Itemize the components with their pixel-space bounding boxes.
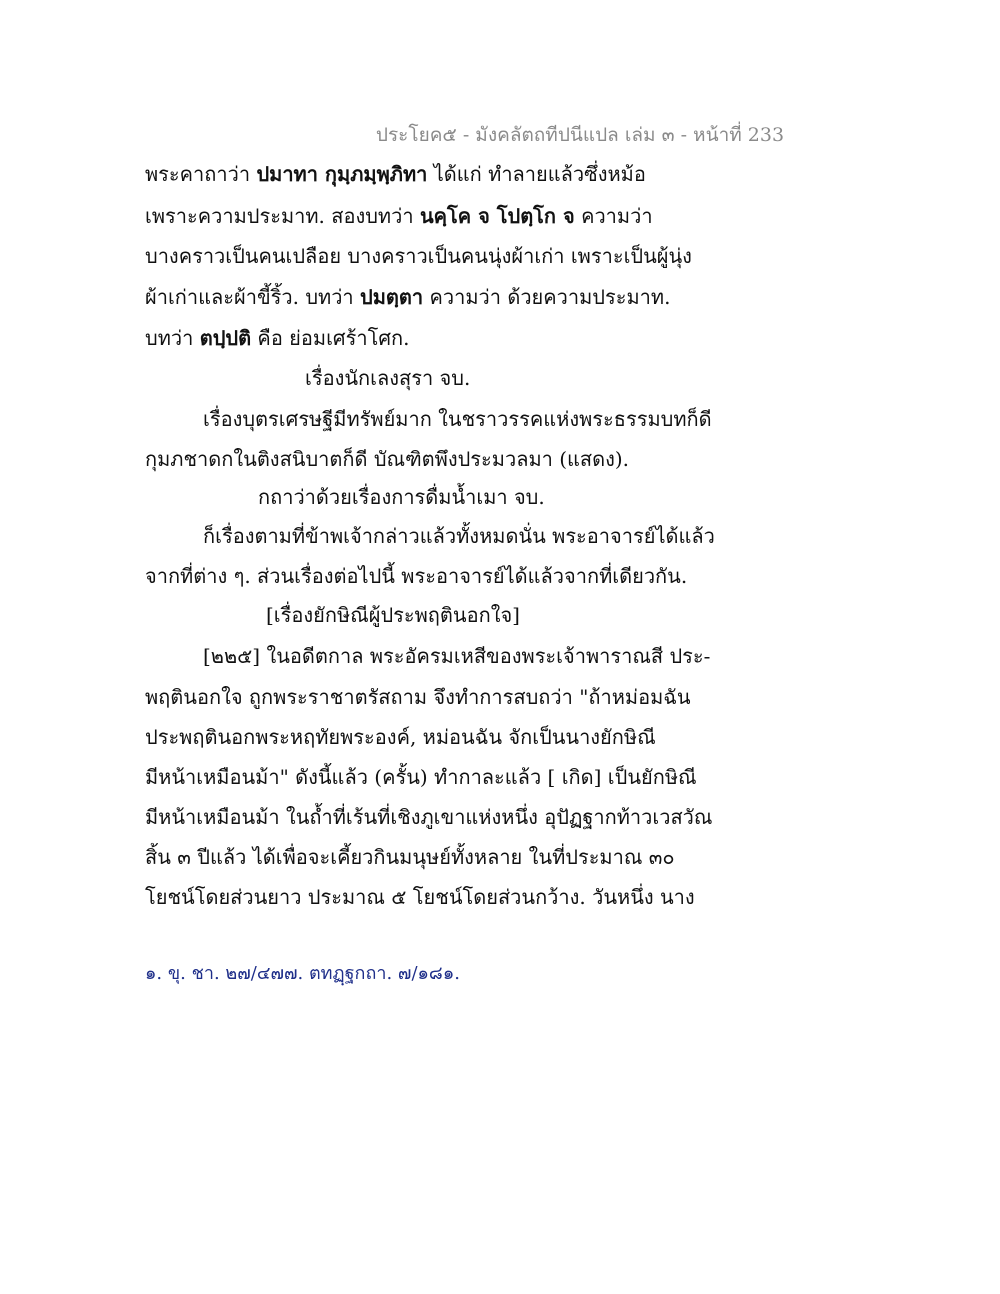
footnote: ๑. ขุ. ชา. ๒๗/๔๗๗. ตทฏฺฐกถา. ๗/๑๘๑. bbox=[145, 963, 460, 984]
pali-term: ปมาทา กุมฺภมฺพฺภิทา bbox=[256, 162, 428, 186]
text-run: บทว่า bbox=[145, 326, 200, 350]
body-line bbox=[145, 883, 695, 911]
text-run: มีหน้าเหมือนม้า ในถ้ำที่เร้นที่เชิงภูเขาแห่งหนึ่ง อุปัฏฐากท้าวเวสวัณ bbox=[145, 805, 713, 829]
section-end-line bbox=[258, 483, 545, 511]
page-header-text: ประโยค๕ - มังคลัตถทีปนีแปล เล่ม ๓ - หน้าที่ 233 bbox=[375, 124, 785, 146]
body-line bbox=[145, 445, 629, 473]
text-run: ประพฤตินอกพระหฤทัยพระองค์, หม่อนฉัน จักเป็นนางยักษิณี bbox=[145, 725, 656, 749]
text-run: [๒๒๕] ในอดีตกาล พระอัครมเหสีของพระเจ้าพาราณสี ประ- bbox=[203, 644, 711, 668]
text-run: พฤตินอกใจ ถูกพระราชาตรัสถาม จึงทำการสบถว่า "ถ้าหม่อมฉัน bbox=[145, 685, 691, 709]
body-line bbox=[203, 522, 715, 550]
text-run: สิ้น ๓ ปีแล้ว ได้เพื่อจะเคี้ยวกินมนุษย์ทั้งหลาย ในที่ประมาณ ๓๐ bbox=[145, 845, 675, 869]
text-run: ความว่า bbox=[574, 204, 653, 228]
body-line bbox=[145, 202, 653, 230]
text-run: เพราะความประมาท. สองบทว่า bbox=[145, 204, 420, 228]
text-run: บางคราวเป็นคนเปลือย บางคราวเป็นคนนุ่งผ้าเก่า เพราะเป็นผู้นุ่ง bbox=[145, 244, 692, 268]
text-run: โยชน์โดยส่วนยาว ประมาณ ๕ โยชน์โดยส่วนกว้าง. วันหนึ่ง นาง bbox=[145, 885, 695, 909]
text-run: คือ ย่อมเศร้าโศก. bbox=[251, 326, 410, 350]
body-line bbox=[145, 324, 410, 352]
body-line bbox=[145, 763, 697, 791]
body-line bbox=[145, 683, 691, 711]
text-run: เรื่องนักเลงสุรา จบ. bbox=[305, 366, 471, 390]
body-line bbox=[145, 562, 687, 590]
text-run: [เรื่องยักษิณีผู้ประพฤตินอกใจ] bbox=[266, 603, 520, 627]
body-line bbox=[145, 723, 656, 751]
body-line bbox=[203, 405, 712, 433]
text-run: จากที่ต่าง ๆ. ส่วนเรื่องต่อไปนี้ พระอาจารย์ได้แล้วจากที่เดียวกัน. bbox=[145, 564, 688, 588]
text-run: กุมภชาดกในติงสนิบาตก็ดี บัณฑิตพึงประมวลมา (แสดง). bbox=[145, 447, 630, 471]
body-line bbox=[145, 160, 646, 188]
pali-term: นคฺโค จ โปตฺโก จ bbox=[419, 204, 575, 228]
body-line bbox=[145, 283, 670, 311]
body-line bbox=[145, 803, 712, 831]
pali-term: ตปฺปติ bbox=[199, 326, 252, 350]
text-run: กถาว่าด้วยเรื่องการดื่มน้ำเมา จบ. bbox=[258, 485, 545, 509]
section-end-line bbox=[305, 364, 470, 392]
text-run: ได้แก่ ทำลายแล้วซึ่งหม้อ bbox=[427, 162, 646, 186]
text-run: ก็เรื่องตามที่ข้าพเจ้ากล่าวแล้วทั้งหมดนั่น พระอาจารย์ได้แล้ว bbox=[203, 524, 715, 548]
text-run: ความว่า ด้วยความประมาท. bbox=[423, 285, 671, 309]
body-line bbox=[145, 843, 675, 871]
text-run: เรื่องบุตรเศรษฐีมีทรัพย์มาก ในชราวรรคแห่งพระธรรมบทก็ดี bbox=[203, 407, 712, 431]
body-line bbox=[203, 642, 710, 670]
page-header bbox=[0, 120, 1000, 150]
text-run: พระคาถาว่า bbox=[145, 162, 257, 186]
text-run: ผ้าเก่าและผ้าขี้ริ้ว. บทว่า bbox=[145, 285, 361, 309]
story-heading bbox=[266, 601, 520, 629]
text-run: มีหน้าเหมือนม้า" ดังนี้แล้ว (ครั้น) ทำกาละแล้ว [ เกิด] เป็นยักษิณี bbox=[145, 765, 697, 789]
body-line bbox=[145, 242, 692, 270]
pali-term: ปมตฺตา bbox=[360, 285, 424, 309]
